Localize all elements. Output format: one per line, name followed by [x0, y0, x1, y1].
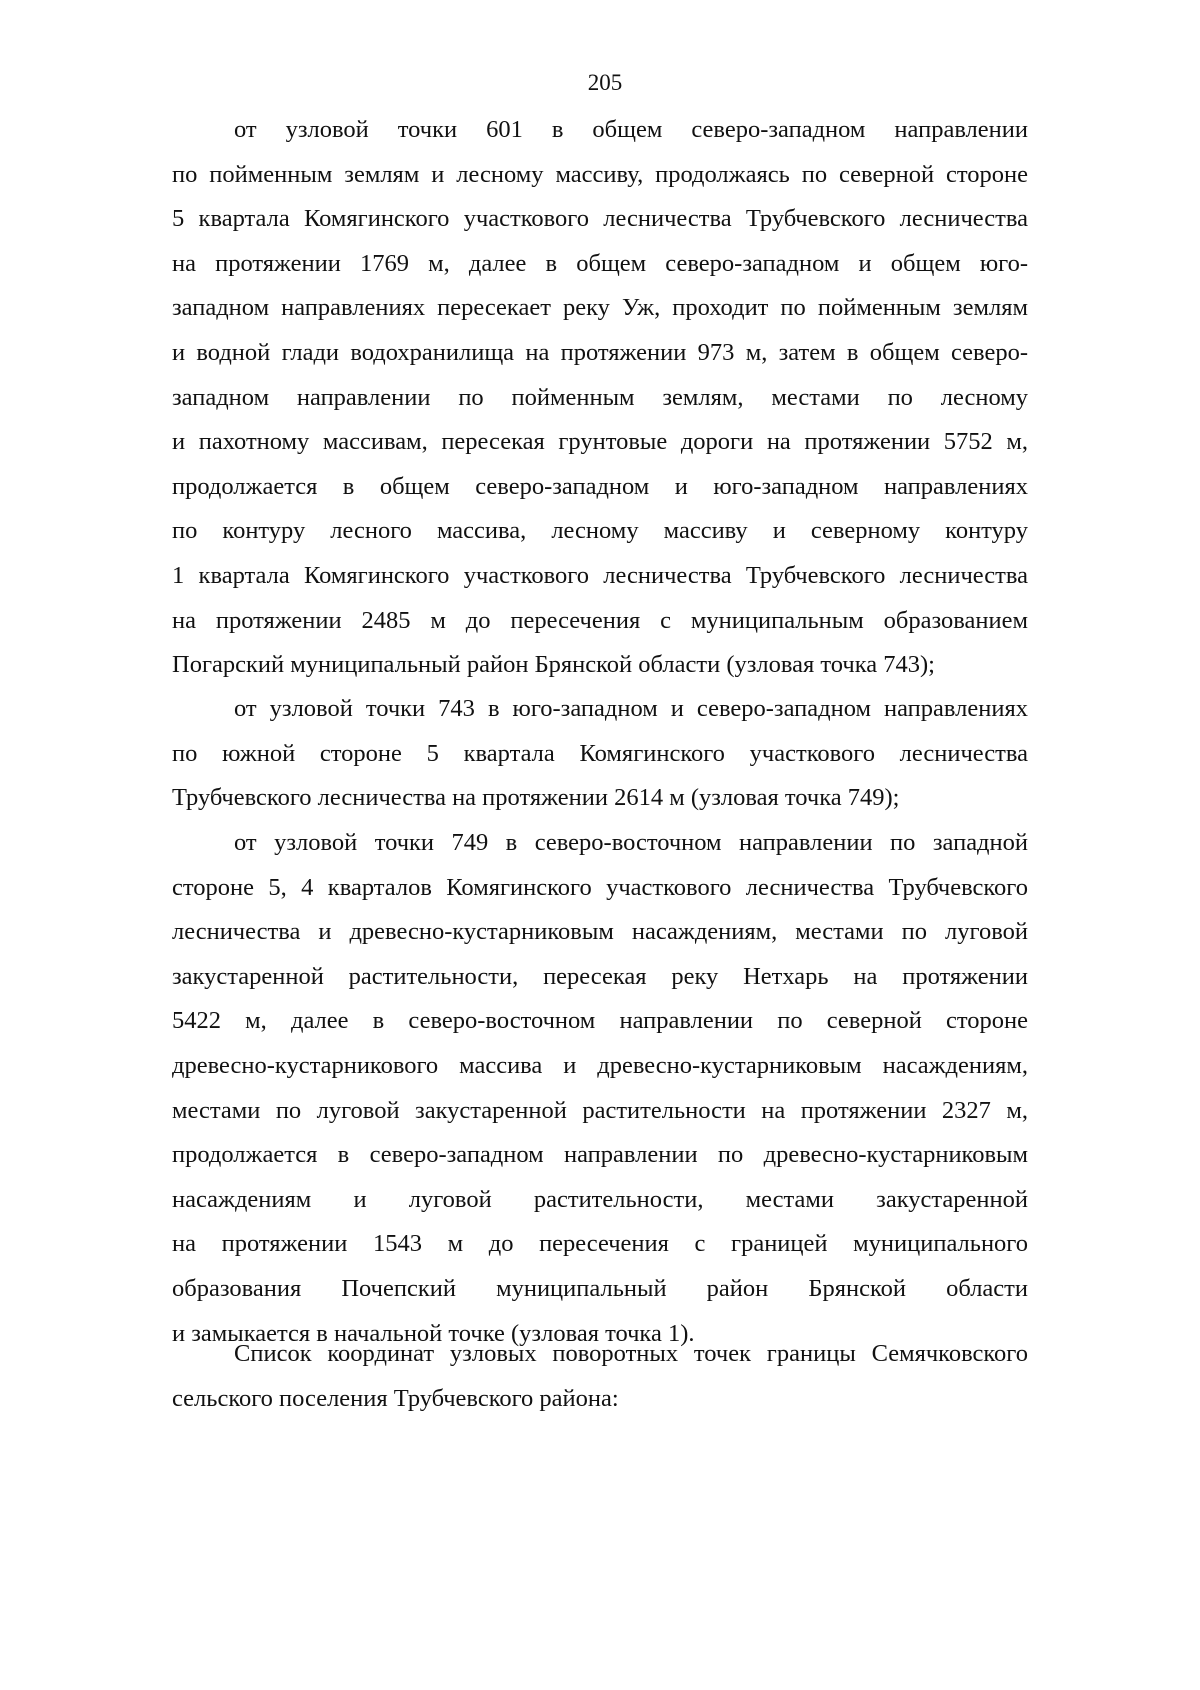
- text-line: и пахотному массивам, пересекая грунтовые дороги на протяжении 5752 м,: [172, 428, 1028, 456]
- paragraph-boundary-743-749: [172, 694, 1028, 828]
- text-line: 5 квартала Комягинского участкового лесничества Трубчевского лесничества: [172, 205, 1028, 233]
- paragraph-boundary-749-1: [172, 828, 1028, 1363]
- text-line: от узловой точки 601 в общем северо-западном направлении: [234, 116, 1028, 143]
- text-line: западном направлении по пойменным землям, местами по лесному: [172, 383, 1028, 411]
- paragraph-coordinates-heading: [172, 1339, 1028, 1428]
- text-line: закустаренной растительности, пересекая реку Нетхарь на протяжении: [172, 962, 1028, 990]
- text-line: и замыкается в начальной точке (узловая точка 1).: [172, 1319, 695, 1347]
- text-line: и водной глади водохранилища на протяжении 973 м, затем в общем северо-: [172, 338, 1028, 366]
- text-line: на протяжении 1769 м, далее в общем северо-западном и общем юго-: [172, 249, 1028, 277]
- text-line: Погарский муниципальный район Брянской области (узловая точка 743);: [172, 651, 935, 679]
- text-line: древесно-кустарникового массива и древесно-кустарниковым насаждениям,: [172, 1051, 1028, 1079]
- text-line: по контуру лесного массива, лесному массиву и северному контуру: [172, 517, 1028, 545]
- text-line: от узловой точки 743 в юго-западном и северо-западном направлениях: [234, 695, 1028, 722]
- paragraph-boundary-601-743: [172, 115, 1028, 695]
- text-line: лесничества и древесно-кустарниковым насаждениям, местами по луговой: [172, 918, 1028, 946]
- text-line: местами по луговой закустаренной растительности на протяжении 2327 м,: [172, 1096, 1028, 1124]
- text-line: стороне 5, 4 кварталов Комягинского участкового лесничества Трубчевского: [172, 873, 1028, 901]
- text-line: продолжается в общем северо-западном и юго-западном направлениях: [172, 472, 1028, 500]
- text-line: насаждениям и луговой растительности, местами закустаренной: [172, 1185, 1028, 1213]
- text-line: продолжается в северо-западном направлении по древесно-кустарниковым: [172, 1141, 1028, 1169]
- text-line: на протяжении 2485 м до пересечения с муниципальным образованием: [172, 606, 1028, 634]
- page-number: 205: [587, 70, 623, 95]
- text-line: Список координат узловых поворотных точек границы Семячковского: [234, 1340, 1028, 1367]
- text-line: Трубчевского лесничества на протяжении 2614 м (узловая точка 749);: [172, 784, 900, 812]
- text-line: западном направлениях пересекает реку Уж, проходит по пойменным землям: [172, 294, 1028, 322]
- text-line: по пойменным землям и лесному массиву, продолжаясь по северной стороне: [172, 160, 1028, 188]
- text-line: сельского поселения Трубчевского района:: [172, 1384, 619, 1412]
- text-line: по южной стороне 5 квартала Комягинского участкового лесничества: [172, 739, 1028, 767]
- text-line: 1 квартала Комягинского участкового лесничества Трубчевского лесничества: [172, 561, 1028, 589]
- text-line: образования Почепский муниципальный район Брянской области: [172, 1274, 1028, 1302]
- text-line: 5422 м, далее в северо-восточном направлении по северной стороне: [172, 1007, 1028, 1035]
- text-line: от узловой точки 749 в северо-восточном направлении по западной: [234, 829, 1028, 856]
- text-line: на протяжении 1543 м до пересечения с границей муниципального: [172, 1230, 1028, 1258]
